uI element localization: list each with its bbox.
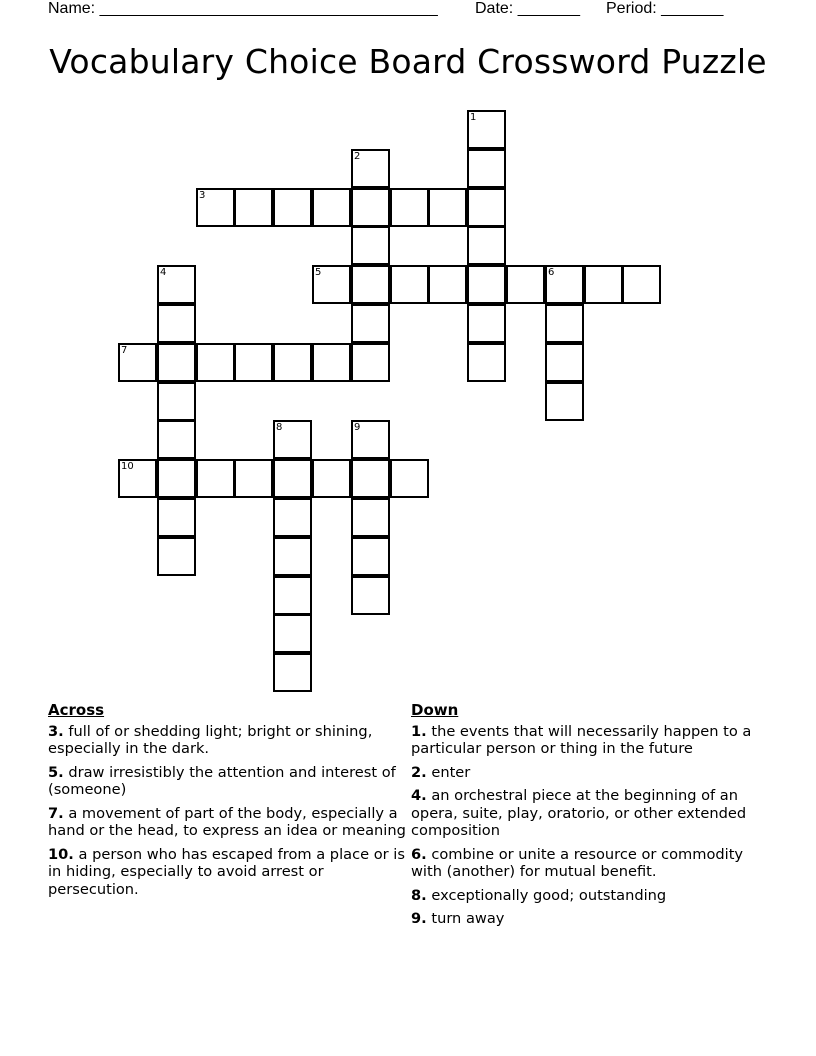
grid-cell[interactable] [351, 188, 390, 227]
grid-cell[interactable] [351, 576, 390, 615]
grid-cell[interactable] [467, 265, 506, 304]
grid-cell[interactable] [467, 304, 506, 343]
grid-cell[interactable] [467, 110, 506, 149]
down-clues [411, 702, 771, 934]
grid-cell[interactable] [351, 265, 390, 304]
grid-cell[interactable] [273, 188, 312, 227]
across-clue-list [48, 723, 406, 899]
down-heading: Down [411, 701, 459, 719]
clue-number: 8. [411, 886, 427, 904]
clue-number: 10. [48, 845, 74, 863]
grid-cell[interactable] [467, 343, 506, 382]
clue-text: turn away [426, 910, 505, 927]
grid-cell[interactable] [545, 265, 584, 304]
grid-cell[interactable] [157, 265, 196, 304]
clue-number: 4. [411, 787, 427, 804]
grid-cell[interactable] [351, 304, 390, 343]
grid-cell[interactable] [196, 343, 235, 382]
grid-cell[interactable] [157, 304, 196, 343]
clue-down-4 [411, 787, 771, 840]
cell-number: 7 [121, 345, 128, 356]
grid-cell[interactable] [157, 459, 196, 498]
grid-cell[interactable] [428, 265, 467, 304]
grid-cell[interactable] [234, 188, 273, 227]
clue-down-1 [411, 723, 771, 758]
grid-cell[interactable] [118, 459, 157, 498]
grid-cell[interactable] [312, 188, 351, 227]
clue-text: a person who has escaped from a place or is in hiding, especially to avoid arrest or persecution. [48, 845, 405, 898]
grid-cell[interactable] [351, 226, 390, 265]
period-field[interactable]: Period: _______ [606, 0, 724, 17]
clue-text: a movement of part of the body, especially a hand or the head, to express an idea or meaning [48, 804, 406, 839]
grid-cell[interactable] [196, 188, 235, 227]
grid-cell[interactable] [545, 382, 584, 421]
clue-number: 7. [48, 804, 64, 822]
grid-cell[interactable] [351, 420, 390, 459]
grid-cell[interactable] [622, 265, 661, 304]
grid-cell[interactable] [196, 459, 235, 498]
clue-across-3 [48, 723, 406, 758]
clue-text: combine or unite a resource or commodity with (another) for mutual benefit. [411, 845, 744, 880]
grid-cell[interactable] [273, 614, 312, 653]
cell-number: 6 [548, 267, 555, 278]
grid-cell[interactable] [234, 343, 273, 382]
clue-text: full of or shedding light; bright or shining, especially in the dark. [48, 722, 373, 757]
clue-across-5 [48, 764, 406, 799]
grid-cell[interactable] [545, 343, 584, 382]
clue-text: exceptionally good; outstanding [426, 886, 667, 904]
cell-number: 3 [199, 190, 206, 201]
cell-number: 5 [315, 267, 322, 278]
grid-cell[interactable] [273, 576, 312, 615]
across-heading: Across [48, 701, 105, 719]
cell-number: 10 [121, 461, 134, 472]
clue-number: 2. [411, 763, 427, 781]
clue-down-9 [411, 910, 771, 928]
grid-cell[interactable] [157, 498, 196, 537]
clue-down-6 [411, 846, 771, 881]
grid-cell[interactable] [234, 459, 273, 498]
grid-cell[interactable] [351, 537, 390, 576]
clue-text: enter [426, 763, 471, 781]
cell-number: 4 [160, 267, 167, 278]
clue-down-2 [411, 764, 771, 782]
grid-cell[interactable] [312, 265, 351, 304]
clue-text: the events that will necessarily happen to a particular person or thing in the future [411, 722, 752, 757]
grid-cell[interactable] [273, 537, 312, 576]
clue-down-8 [411, 887, 771, 905]
clue-across-10 [48, 846, 406, 899]
grid-cell[interactable] [467, 188, 506, 227]
clue-number: 3. [48, 722, 64, 740]
grid-cell[interactable] [390, 188, 429, 227]
grid-cell[interactable] [428, 188, 467, 227]
clue-number: 6. [411, 845, 427, 863]
grid-cell[interactable] [157, 343, 196, 382]
grid-cell[interactable] [273, 498, 312, 537]
page-title: Vocabulary Choice Board Crossword Puzzle [49, 42, 767, 81]
grid-cell[interactable] [273, 459, 312, 498]
clue-text: an orchestral piece at the beginning of an opera, suite, play, oratorio, or other extended composition [411, 787, 747, 839]
cell-number: 9 [354, 422, 361, 433]
clue-number: 9. [411, 910, 427, 927]
grid-cell[interactable] [545, 304, 584, 343]
clue-across-7 [48, 805, 406, 840]
clue-number: 1. [411, 722, 427, 740]
grid-cell[interactable] [467, 226, 506, 265]
grid-cell[interactable] [351, 498, 390, 537]
grid-cell[interactable] [312, 343, 351, 382]
grid-cell[interactable] [467, 149, 506, 188]
grid-cell[interactable] [584, 265, 623, 304]
grid-cell[interactable] [273, 343, 312, 382]
date-field[interactable]: Date: _______ [475, 0, 580, 17]
grid-cell[interactable] [157, 420, 196, 459]
clue-number: 5. [48, 763, 64, 781]
grid-cell[interactable] [351, 149, 390, 188]
clue-text: draw irresistibly the attention and interest of (someone) [48, 763, 396, 798]
grid-cell[interactable] [273, 420, 312, 459]
grid-cell[interactable] [390, 459, 429, 498]
grid-cell[interactable] [157, 382, 196, 421]
grid-cell[interactable] [312, 459, 351, 498]
grid-cell[interactable] [351, 459, 390, 498]
grid-cell[interactable] [118, 343, 157, 382]
down-clue-list [411, 723, 771, 928]
name-field[interactable]: Name: ______________________________________ [48, 0, 438, 17]
grid-cell[interactable] [273, 653, 312, 692]
cell-number: 2 [354, 151, 361, 162]
cell-number: 1 [470, 112, 477, 123]
grid-cell[interactable] [390, 265, 429, 304]
across-clues [48, 702, 406, 904]
grid-cell[interactable] [157, 537, 196, 576]
grid-cell[interactable] [506, 265, 545, 304]
cell-number: 8 [276, 422, 283, 433]
grid-cell[interactable] [351, 343, 390, 382]
